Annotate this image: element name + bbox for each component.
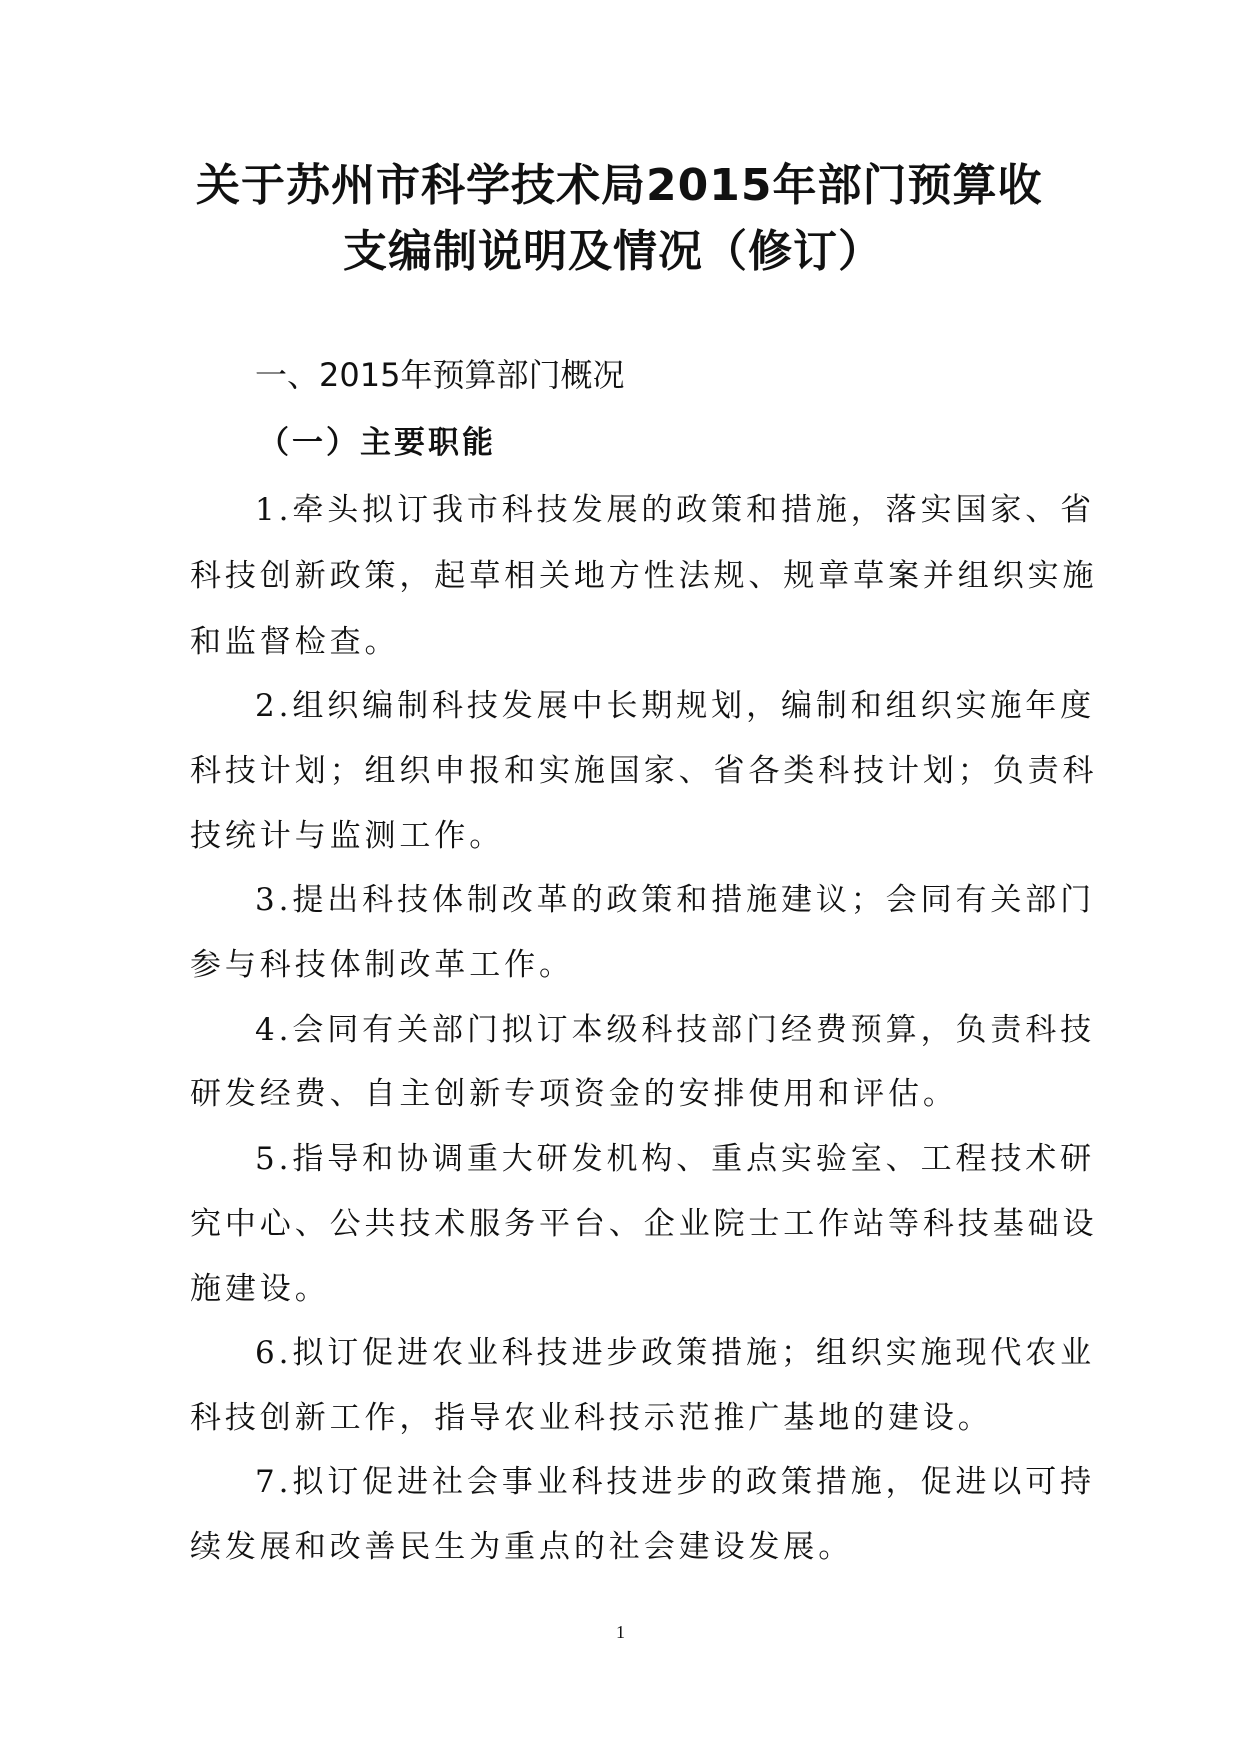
paragraph-6-line-2: 科技创新工作，指导农业科技示范推广基地的建设。 xyxy=(190,1400,993,1436)
paragraph-1-line-2: 科技创新政策，起草相关地方性法规、规章草案并组织实施 xyxy=(190,558,1098,594)
paragraph-5-line-2: 究中心、公共技术服务平台、企业院士工作站等科技基础设 xyxy=(190,1206,1098,1242)
document-title-line-2: 支编制说明及情况（修订） xyxy=(343,226,883,277)
paragraph-1-line-3: 和监督检查。 xyxy=(190,624,400,660)
paragraph-5-line-3: 施建设。 xyxy=(190,1271,330,1307)
paragraph-5-line-1: 5.指导和协调重大研发机构、重点实验室、工程技术研 xyxy=(255,1141,1096,1177)
paragraph-3-line-2: 参与科技体制改革工作。 xyxy=(190,947,574,983)
paragraph-6-line-1: 6.拟订促进农业科技进步政策措施；组织实施现代农业 xyxy=(255,1335,1096,1371)
paragraph-7-line-2: 续发展和改善民生为重点的社会建设发展。 xyxy=(190,1529,854,1565)
paragraph-7-line-1: 7.拟订促进社会事业科技进步的政策措施，促进以可持 xyxy=(255,1464,1096,1500)
paragraph-2-line-3: 技统计与监测工作。 xyxy=(190,818,505,854)
paragraph-4-line-2: 研发经费、自主创新专项资金的安排使用和评估。 xyxy=(190,1076,958,1112)
paragraph-2-line-1: 2.组织编制科技发展中长期规划，编制和组织实施年度 xyxy=(255,688,1096,724)
paragraph-4-line-1: 4.会同有关部门拟订本级科技部门经费预算，负责科技 xyxy=(255,1012,1096,1048)
sub-heading: （一）主要职能 xyxy=(258,425,496,461)
document-title-line-1: 关于苏州市科学技术局2015年部门预算收 xyxy=(196,160,1043,211)
paragraph-2-line-2: 科技计划；组织申报和实施国家、省各类科技计划；负责科 xyxy=(190,753,1098,789)
paragraph-3-line-1: 3.提出科技体制改革的政策和措施建议；会同有关部门 xyxy=(255,882,1096,918)
page-number: 1 xyxy=(616,1622,625,1642)
paragraph-1-line-1: 1.牵头拟订我市科技发展的政策和措施，落实国家、省 xyxy=(255,492,1096,528)
section-heading: 一、2015年预算部门概况 xyxy=(255,356,625,394)
